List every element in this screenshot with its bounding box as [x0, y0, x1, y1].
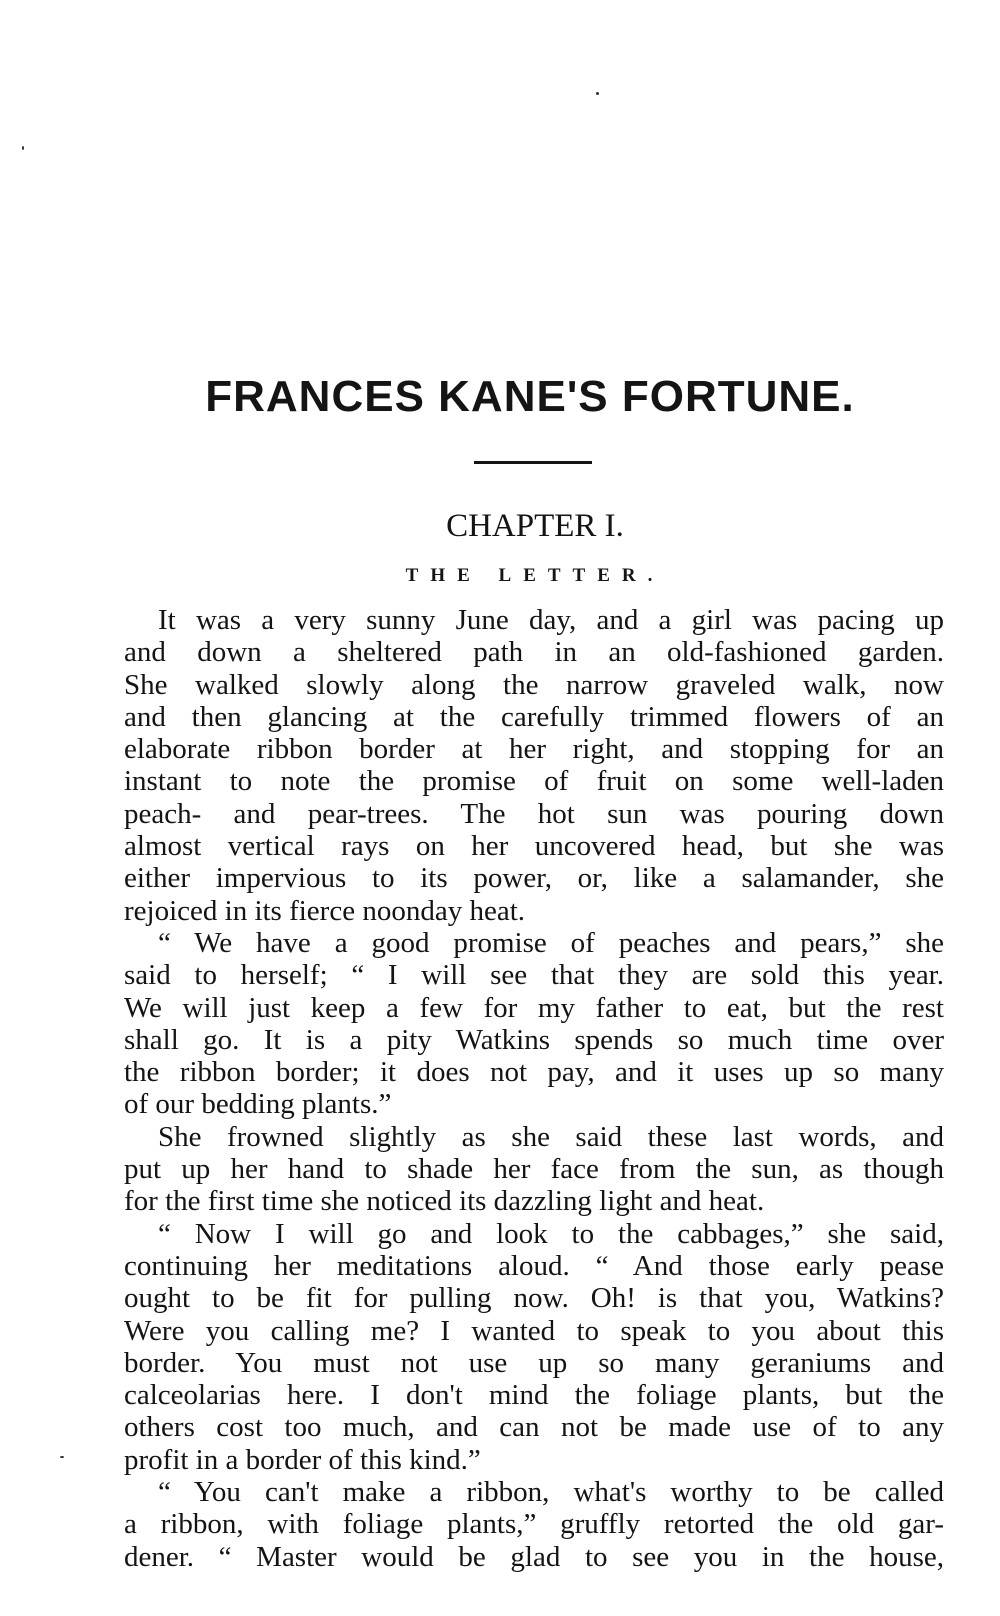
text-line: “ We have a good promise of peaches and pears,” she [158, 926, 944, 959]
text-line: the ribbon border; it does not pay, and it uses up so many [124, 1056, 944, 1089]
text-line: instant to note the promise of fruit on some well-laden [124, 765, 944, 798]
text-line: almost vertical rays on her uncovered head, but she was [124, 830, 944, 863]
body-text [124, 604, 944, 1573]
text-line: “ You can't make a ribbon, what's worthy to be called [158, 1476, 944, 1509]
chapter-heading: CHAPTER I. [446, 508, 624, 544]
text-line: peach- and pear-trees. The hot sun was pouring down [124, 797, 944, 830]
text-line: She frowned slightly as she said these last words, and [158, 1120, 944, 1153]
text-line: put up her hand to shade her face from the sun, as though [124, 1153, 944, 1186]
text-line: of our bedding plants.” [124, 1088, 392, 1121]
text-line: said to herself; “ I will see that they are sold this year. [124, 959, 944, 992]
scan-speck [596, 92, 599, 95]
text-line: calceolarias here. I don't mind the foliage plants, but the [124, 1379, 944, 1412]
text-line: We will just keep a few for my father to eat, but the rest [124, 991, 944, 1024]
text-line: dener. “ Master would be glad to see you in the house, [124, 1540, 944, 1573]
chapter-subtitle: THE LETTER. [405, 565, 665, 586]
text-line: border. You must not use up so many geraniums and [124, 1346, 944, 1379]
text-line: and down a sheltered path in an old-fashioned garden. [124, 636, 944, 669]
text-line: shall go. It is a pity Watkins spends so much time over [124, 1023, 944, 1056]
text-line: others cost too much, and can not be made use of to any [124, 1411, 944, 1444]
text-line: either impervious to its power, or, like a salamander, she [124, 862, 944, 895]
scan-speck [60, 1456, 64, 1458]
text-line: for the first time she noticed its dazzling light and heat. [124, 1185, 765, 1218]
text-line: She walked slowly along the narrow graveled walk, now [124, 668, 944, 701]
text-line: elaborate ribbon border at her right, and stopping for an [124, 733, 944, 766]
text-line: continuing her meditations aloud. “ And those early pease [124, 1249, 944, 1282]
text-line: “ Now I will go and look to the cabbages,” she said, [158, 1217, 944, 1250]
text-line: Were you calling me? I wanted to speak to you about this [124, 1314, 944, 1347]
text-line: a ribbon, with foliage plants,” gruffly retorted the old gar- [124, 1508, 944, 1541]
text-line: ought to be fit for pulling now. Oh! is that you, Watkins? [124, 1282, 944, 1315]
text-line: profit in a border of this kind.” [124, 1443, 481, 1476]
text-line: It was a very sunny June day, and a girl was pacing up [158, 604, 944, 636]
title-divider-rule [474, 461, 592, 464]
text-line: rejoiced in its fierce noonday heat. [124, 894, 526, 927]
text-line: and then glancing at the carefully trimmed flowers of an [124, 700, 944, 733]
book-title: FRANCES KANE'S FORTUNE. [205, 372, 855, 421]
scan-speck [22, 146, 24, 150]
